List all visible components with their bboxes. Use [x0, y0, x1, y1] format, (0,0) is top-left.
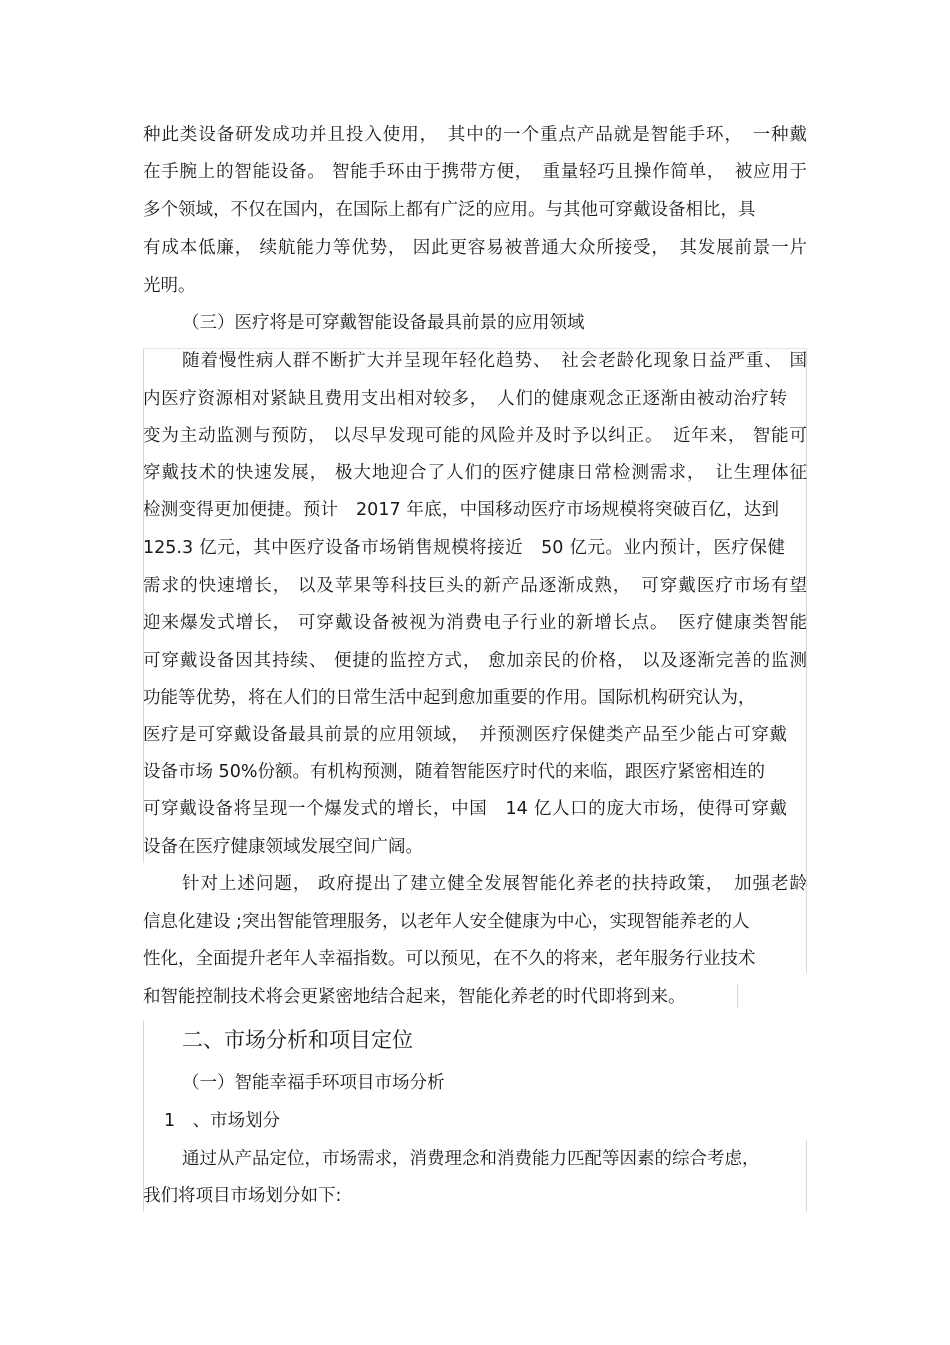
- text-line-17: 医疗是可穿戴设备最具前景的应用领域， 并预测医疗保健类产品至少能占可穿戴: [143, 725, 787, 745]
- text-line-18: 设备市场 50%份额。有机构预测，随着智能医疗时代的来临，跟医疗紧密相连的: [143, 762, 765, 782]
- text-line-2: 在手腕上的智能设备。 智能手环由于携带方便， 重量轻巧且操作简单， 被应用于: [143, 162, 807, 182]
- text-line-1: 种此类设备研发成功并且投入使用， 其中的一个重点产品就是智能手环， 一种戴: [143, 125, 807, 145]
- text-line-20: 设备在医疗健康领域发展空间广阔。: [143, 837, 423, 857]
- text-line-4: 有成本低廉， 续航能力等优势， 因此更容易被普通大众所接受， 其发展前景一片: [143, 238, 807, 258]
- chapter-heading: 二、市场分析和项目定位: [182, 1028, 413, 1052]
- text-line-9: 变为主动监测与预防， 以尽早发现可能的风险并及时予以纠正。 近年来， 智能可: [143, 426, 807, 446]
- text-line-8: 内医疗资源相对紧缺且费用支出相对较多， 人们的健康观念正逐渐由被动治疗转: [143, 389, 787, 409]
- text-line-15: 可穿戴设备因其持续、 便捷的监控方式， 愈加亲民的价格， 以及逐渐完善的监测: [143, 651, 807, 671]
- text-line-29: 我们将项目市场划分如下:: [143, 1186, 342, 1206]
- list-heading: 1 、市场划分: [164, 1111, 281, 1131]
- text-line-11: 检测变得更加便捷。预计 2017 年底，中国移动医疗市场规模将突破百亿，达到: [143, 500, 779, 520]
- text-line-14: 迎来爆发式增长， 可穿戴设备被视为消费电子行业的新增长点。 医疗健康类智能: [143, 613, 807, 633]
- subsection-heading: （一）智能幸福手环项目市场分析: [182, 1073, 445, 1093]
- text-line-21: 针对上述问题， 政府提出了建立健全发展智能化养老的扶持政策， 加强老龄: [182, 874, 807, 894]
- text-line-5: 光明。: [143, 276, 196, 296]
- text-line-24: 和智能控制技术将会更紧密地结合起来，智能化养老的时代即将到来。: [143, 987, 686, 1007]
- text-line-28: 通过从产品定位，市场需求，消费理念和消费能力匹配等因素的综合考虑，: [182, 1149, 760, 1169]
- text-line-12: 125.3 亿元，其中医疗设备市场销售规模将接近 50 亿元。业内预计，医疗保健: [143, 538, 785, 558]
- text-line-7: 随着慢性病人群不断扩大并呈现年轻化趋势、 社会老龄化现象日益严重、 国: [182, 351, 807, 371]
- text-line-23: 性化，全面提升老年人幸福指数。可以预见，在不久的将来，老年服务行业技术: [143, 949, 756, 969]
- text-line-22: 信息化建设 ;突出智能管理服务，以老年人安全健康为中心，实现智能养老的人: [143, 912, 750, 932]
- section-heading-3: （三）医疗将是可穿戴智能设备最具前景的应用领域: [182, 313, 585, 333]
- text-line-3: 多个领域，不仅在国内，在国际上都有广泛的应用。与其他可穿戴设备相比，具: [143, 200, 756, 220]
- text-line-16: 功能等优势，将在人们的日常生活中起到愈加重要的作用。国际机构研究认为，: [143, 688, 756, 708]
- text-line-13: 需求的快速增长， 以及苹果等科技巨头的新产品逐渐成熟， 可穿戴医疗市场有望: [143, 576, 807, 596]
- text-line-19: 可穿戴设备将呈现一个爆发式的增长，中国 14 亿人口的庞大市场，使得可穿戴: [143, 799, 787, 819]
- text-line-10: 穿戴技术的快速发展， 极大地迎合了人们的医疗健康日常检测需求， 让生理体征: [143, 463, 807, 483]
